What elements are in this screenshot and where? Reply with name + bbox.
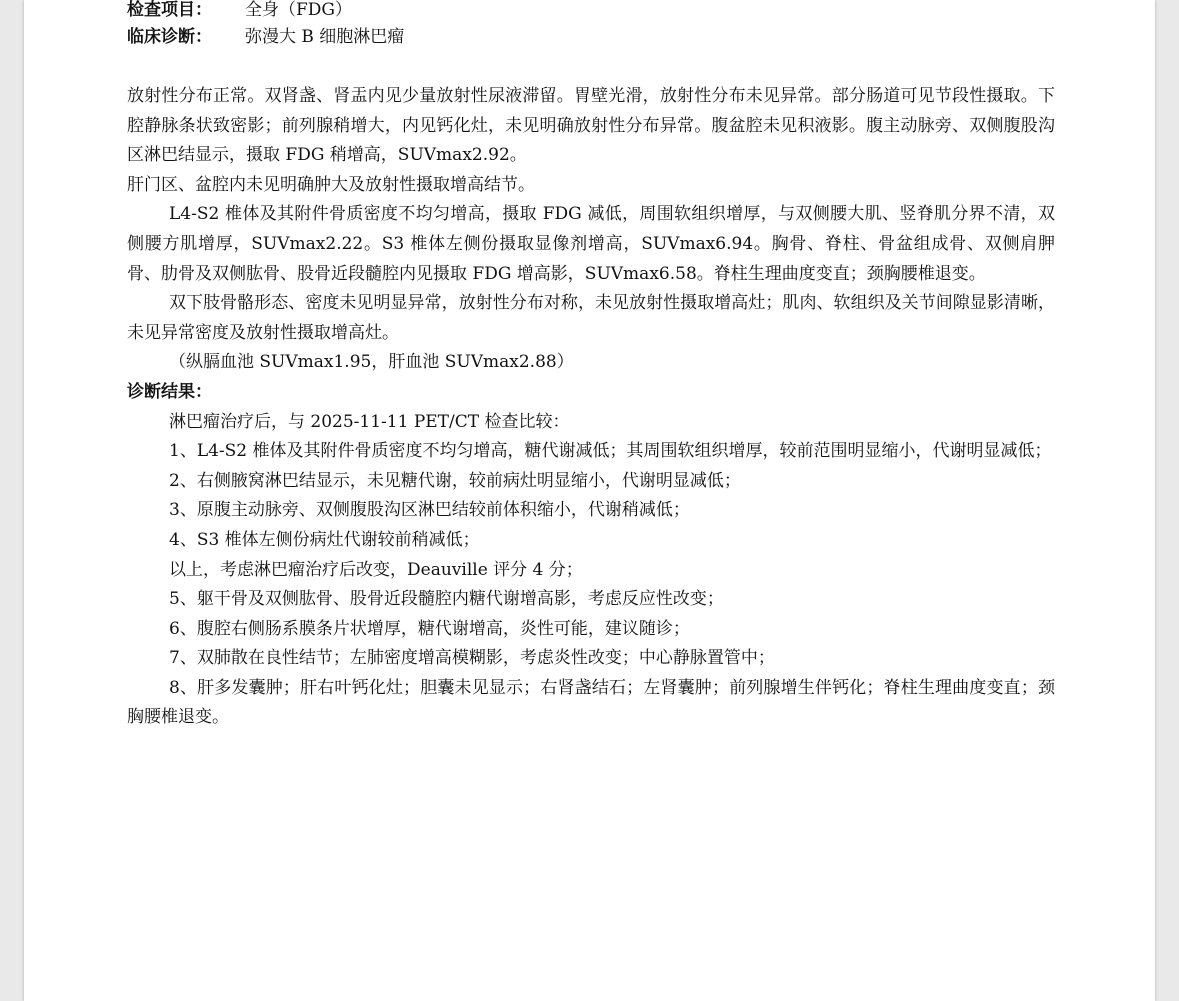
findings-paragraph: 肝门区、盆腔内未见明确肿大及放射性摄取增高结节。	[127, 174, 535, 195]
exam-item-label: 检查项目：	[127, 0, 212, 20]
conclusion-item: 8、肝多发囊肿；肝右叶钙化灶；胆囊未见显示；右肾盏结石；左肾囊肿；前列腺增生伴钙化；脊柱生理曲度变直；颈胸腰椎退变。	[127, 677, 1055, 728]
conclusion-item: 3、原腹主动脉旁、双侧腹股沟区淋巴结较前体积缩小，代谢稍减低；	[169, 500, 690, 521]
conclusion-summary: 以上，考虑淋巴瘤治疗后改变，Deauville 评分 4 分；	[169, 559, 583, 580]
findings-paragraph: L4-S2 椎体及其附件骨质密度不均匀增高，摄取 FDG 减低，周围软组织增厚，与双侧腰大肌、竖脊肌分界不清，双侧腰方肌增厚，SUVmax2.22。S3 椎体左侧份摄取显像剂增高，SUVmax6.94。胸骨、脊柱、骨盆组成骨、双侧肩胛骨、肋骨及双侧肱骨、股骨近段髓腔内见摄取 FDG 增高影，SUVmax6.58。脊柱生理曲度变直；颈胸腰椎退变。	[127, 204, 1055, 284]
exam-item-row	[127, 0, 1055, 25]
findings-paragraph: 放射性分布正常。双肾盏、肾盂内见少量放射性尿液滞留。胃壁光滑，放射性分布未见异常。部分肠道可见节段性摄取。下腔静脉条状致密影；前列腺稍增大，内见钙化灶，未见明确放射性分布异常。腹盆腔未见积液影。腹主动脉旁、双侧腹股沟区淋巴结显示，摄取 FDG 稍增高，SUVmax2.92。	[127, 86, 1055, 166]
clinical-diagnosis-value: 弥漫大 B 细胞淋巴瘤	[245, 27, 405, 47]
conclusion-item: 2、右侧腋窝淋巴结显示，未见糖代谢，较前病灶明显缩小，代谢明显减低；	[169, 470, 741, 491]
conclusion-item: 5、躯干骨及双侧肱骨、股骨近段髓腔内糖代谢增高影，考虑反应性改变；	[169, 589, 724, 610]
exam-item-value: 全身（FDG）	[245, 0, 353, 20]
clinical-diagnosis-row	[127, 25, 1055, 54]
clinical-diagnosis-label: 临床诊断：	[127, 27, 212, 47]
conclusion-item: 7、双肺散在良性结节；左肺密度增高模糊影，考虑炎性改变；中心静脉置管中；	[169, 648, 775, 669]
blood-pool-reference: （纵膈血池 SUVmax1.95，肝血池 SUVmax2.88）	[169, 352, 574, 373]
findings-section	[127, 82, 1055, 733]
report-content	[127, 0, 1055, 733]
report-page	[24, 0, 1155, 1001]
conclusion-item: 4、S3 椎体左侧份病灶代谢较前稍减低；	[169, 529, 480, 550]
conclusion-label: 诊断结果：	[127, 381, 212, 402]
conclusion-intro: 淋巴瘤治疗后，与 2025-11-11 PET/CT 检查比较：	[169, 411, 570, 432]
conclusion-item: 6、腹腔右侧肠系膜条片状增厚，糖代谢增高，炎性可能，建议随诊；	[169, 618, 690, 639]
findings-paragraph: 双下肢骨骼形态、密度未见明显异常，放射性分布对称，未见放射性摄取增高灶；肌肉、软组织及关节间隙显影清晰，未见异常密度及放射性摄取增高灶。	[127, 293, 1055, 343]
conclusion-item: 1、L4-S2 椎体及其附件骨质密度不均匀增高，糖代谢减低；其周围软组织增厚，较前范围明显缩小，代谢明显减低；	[169, 441, 1052, 462]
